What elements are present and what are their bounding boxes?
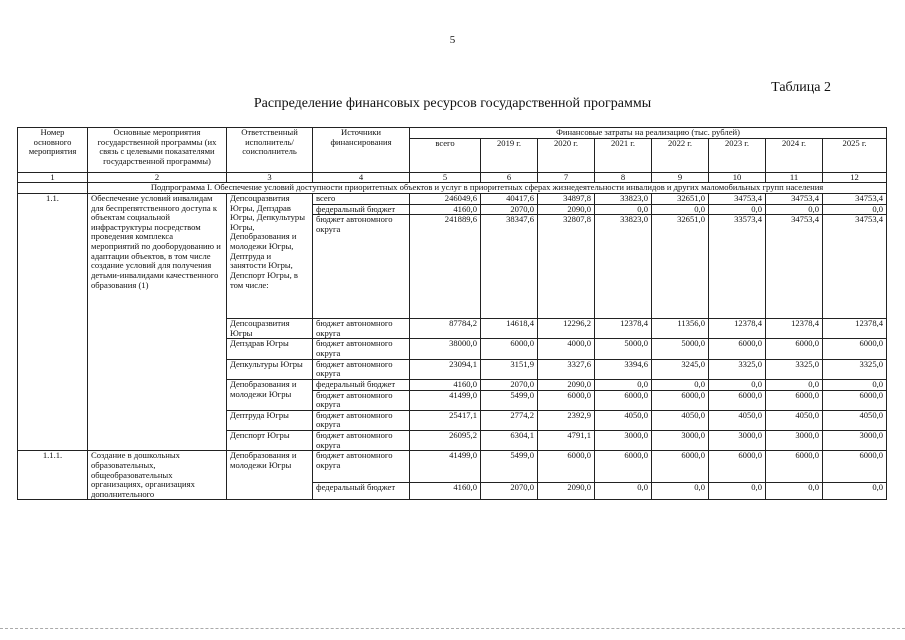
value-cell: 34897,8 <box>538 193 595 204</box>
value-cell: 6000,0 <box>823 339 887 359</box>
empty-cell <box>18 183 88 194</box>
table-row <box>18 193 887 204</box>
value-cell: 2090,0 <box>538 379 595 390</box>
header-main: Основные мероприятия государственной программы (их связь с целевыми показателями государственной программы) <box>88 128 227 173</box>
value-cell: 6000,0 <box>823 451 887 483</box>
value-cell: 4050,0 <box>652 410 709 430</box>
header-total: всего <box>410 138 481 172</box>
value-cell: 12378,4 <box>709 319 766 339</box>
header-year: 2021 г. <box>595 138 652 172</box>
value-cell: 38000,0 <box>410 339 481 359</box>
col-index: 12 <box>823 172 887 183</box>
value-cell: 3000,0 <box>709 431 766 451</box>
value-cell: 11356,0 <box>652 319 709 339</box>
value-cell: 3000,0 <box>595 431 652 451</box>
value-cell: 6000,0 <box>652 390 709 410</box>
value-cell: 0,0 <box>595 483 652 500</box>
value-cell: 241889,6 <box>410 215 481 319</box>
value-cell: 3000,0 <box>652 431 709 451</box>
value-cell: 6000,0 <box>709 451 766 483</box>
col-index: 5 <box>410 172 481 183</box>
value-cell: 6000,0 <box>481 339 538 359</box>
responsible-cell: Дептруда Югры <box>227 410 313 430</box>
value-cell: 4160,0 <box>410 204 481 215</box>
value-cell: 6000,0 <box>538 451 595 483</box>
value-cell: 0,0 <box>652 204 709 215</box>
value-cell: 6000,0 <box>766 451 823 483</box>
value-cell: 6000,0 <box>766 390 823 410</box>
value-cell: 40417,6 <box>481 193 538 204</box>
value-cell: 0,0 <box>823 483 887 500</box>
col-index: 3 <box>227 172 313 183</box>
responsible-cell: Депкультуры Югры <box>227 359 313 379</box>
value-cell: 0,0 <box>766 379 823 390</box>
value-cell: 33573,4 <box>709 215 766 319</box>
source-cell: бюджет автономного округа <box>313 410 410 430</box>
page-edge <box>0 628 905 629</box>
value-cell: 2090,0 <box>538 204 595 215</box>
value-cell: 4000,0 <box>538 339 595 359</box>
measure-name: Создание в дошкольных образовательных, общеобразовательных организациях, организациях дополнительного <box>88 451 227 500</box>
source-cell: федеральный бюджет <box>313 204 410 215</box>
value-cell: 2090,0 <box>538 483 595 500</box>
source-cell: бюджет автономного округа <box>313 339 410 359</box>
value-cell: 0,0 <box>595 204 652 215</box>
value-cell: 4050,0 <box>766 410 823 430</box>
header-year: 2024 г. <box>766 138 823 172</box>
value-cell: 4160,0 <box>410 483 481 500</box>
source-cell: бюджет автономного округа <box>313 451 410 483</box>
measure-name: Обеспечение условий инвалидам для беспрепятственного доступа к объектам социальной инфраструктуры посредством проведения комплекса мероприятий по дооборудованию и адаптации объектов, в том числе создание условий для получения детьми-инвалидами качественного образования (1) <box>88 193 227 450</box>
value-cell: 246049,6 <box>410 193 481 204</box>
header-year: 2022 г. <box>652 138 709 172</box>
value-cell: 14618,4 <box>481 319 538 339</box>
value-cell: 6000,0 <box>766 339 823 359</box>
table-body <box>18 172 887 500</box>
value-cell: 3000,0 <box>766 431 823 451</box>
col-index: 9 <box>652 172 709 183</box>
col-index: 11 <box>766 172 823 183</box>
responsible-cell: Депздрав Югры <box>227 339 313 359</box>
value-cell: 6000,0 <box>595 390 652 410</box>
header-fin: Финансовые затраты на реализацию (тыс. рублей) <box>410 128 887 139</box>
value-cell: 0,0 <box>766 204 823 215</box>
value-cell: 87784,2 <box>410 319 481 339</box>
value-cell: 0,0 <box>652 483 709 500</box>
value-cell: 32651,0 <box>652 215 709 319</box>
source-cell: бюджет автономного округа <box>313 390 410 410</box>
value-cell: 3325,0 <box>709 359 766 379</box>
subprogram-title: Подпрограмма I. Обеспечение условий доступности приоритетных объектов и услуг в приоритетных сферах жизнедеятельности инвалидов и других маломобильных групп населения <box>88 183 887 194</box>
measure-number: 1.1. <box>18 193 88 450</box>
col-index: 7 <box>538 172 595 183</box>
value-cell: 12378,4 <box>595 319 652 339</box>
value-cell: 6000,0 <box>595 451 652 483</box>
value-cell: 12378,4 <box>823 319 887 339</box>
page-title: Распределение финансовых ресурсов государственной программы <box>253 96 652 111</box>
col-index: 4 <box>313 172 410 183</box>
value-cell: 2392,9 <box>538 410 595 430</box>
value-cell: 6000,0 <box>823 390 887 410</box>
responsible-cell: Депсоцразвития Югры, Депздрав Югры, Депкультуры Югры, Депобразования и молодежи Югры, Дептруда и занятости Югры, Депспорт Югры, в том числе: <box>227 193 313 318</box>
value-cell: 6000,0 <box>652 451 709 483</box>
value-cell: 41499,0 <box>410 451 481 483</box>
table-label: Таблица 2 <box>771 80 831 95</box>
value-cell: 5000,0 <box>595 339 652 359</box>
responsible-cell: Депсоцразвития Югры <box>227 319 313 339</box>
value-cell: 0,0 <box>709 483 766 500</box>
value-cell: 0,0 <box>823 204 887 215</box>
table-row <box>18 451 887 483</box>
subprogram-row <box>18 183 887 194</box>
responsible-cell: Депспорт Югры <box>227 431 313 451</box>
value-cell: 5000,0 <box>652 339 709 359</box>
value-cell: 12378,4 <box>766 319 823 339</box>
responsible-cell: Депобразования и молодежи Югры <box>227 379 313 410</box>
source-cell: бюджет автономного округа <box>313 431 410 451</box>
value-cell: 4791,1 <box>538 431 595 451</box>
value-cell: 0,0 <box>766 483 823 500</box>
value-cell: 3245,0 <box>652 359 709 379</box>
header-year: 2025 г. <box>823 138 887 172</box>
source-cell: бюджет автономного округа <box>313 359 410 379</box>
value-cell: 3325,0 <box>823 359 887 379</box>
value-cell: 34753,4 <box>823 193 887 204</box>
value-cell: 3151,9 <box>481 359 538 379</box>
header-year: 2019 г. <box>481 138 538 172</box>
col-index: 2 <box>88 172 227 183</box>
value-cell: 2070,0 <box>481 379 538 390</box>
header-num: Номер основного мероприятия <box>18 128 88 173</box>
header-resp: Ответственный исполнитель/ соисполнитель <box>227 128 313 173</box>
value-cell: 34753,4 <box>766 193 823 204</box>
col-index: 6 <box>481 172 538 183</box>
col-index: 10 <box>709 172 766 183</box>
value-cell: 12296,2 <box>538 319 595 339</box>
value-cell: 6000,0 <box>709 339 766 359</box>
source-cell: всего <box>313 193 410 204</box>
value-cell: 4160,0 <box>410 379 481 390</box>
header-year: 2023 г. <box>709 138 766 172</box>
value-cell: 26095,2 <box>410 431 481 451</box>
value-cell: 3394,6 <box>595 359 652 379</box>
page-number: 5 <box>449 34 456 46</box>
value-cell: 3327,6 <box>538 359 595 379</box>
value-cell: 2774,2 <box>481 410 538 430</box>
value-cell: 4050,0 <box>709 410 766 430</box>
value-cell: 41499,0 <box>410 390 481 410</box>
source-cell: федеральный бюджет <box>313 379 410 390</box>
value-cell: 0,0 <box>595 379 652 390</box>
source-cell: бюджет автономного округа <box>313 215 410 319</box>
value-cell: 0,0 <box>652 379 709 390</box>
financial-table <box>17 127 887 500</box>
col-index: 8 <box>595 172 652 183</box>
value-cell: 3000,0 <box>823 431 887 451</box>
value-cell: 2070,0 <box>481 483 538 500</box>
value-cell: 5499,0 <box>481 451 538 483</box>
value-cell: 0,0 <box>823 379 887 390</box>
value-cell: 5499,0 <box>481 390 538 410</box>
value-cell: 25417,1 <box>410 410 481 430</box>
header-src: Источники финансирования <box>313 128 410 173</box>
value-cell: 6304,1 <box>481 431 538 451</box>
value-cell: 3325,0 <box>766 359 823 379</box>
col-index: 1 <box>18 172 88 183</box>
value-cell: 0,0 <box>709 204 766 215</box>
value-cell: 38347,6 <box>481 215 538 319</box>
value-cell: 4050,0 <box>823 410 887 430</box>
value-cell: 32807,8 <box>538 215 595 319</box>
column-index-row <box>18 172 887 183</box>
value-cell: 4050,0 <box>595 410 652 430</box>
value-cell: 34753,4 <box>709 193 766 204</box>
source-cell: федеральный бюджет <box>313 483 410 500</box>
source-cell: бюджет автономного округа <box>313 319 410 339</box>
value-cell: 6000,0 <box>538 390 595 410</box>
value-cell: 33823,0 <box>595 215 652 319</box>
value-cell: 34753,4 <box>766 215 823 319</box>
value-cell: 0,0 <box>709 379 766 390</box>
header-year: 2020 г. <box>538 138 595 172</box>
value-cell: 33823,0 <box>595 193 652 204</box>
value-cell: 32651,0 <box>652 193 709 204</box>
value-cell: 2070,0 <box>481 204 538 215</box>
value-cell: 6000,0 <box>709 390 766 410</box>
responsible-cell: Депобразования и молодежи Югры <box>227 451 313 500</box>
value-cell: 23094,1 <box>410 359 481 379</box>
measure-number: 1.1.1. <box>18 451 88 500</box>
value-cell: 34753,4 <box>823 215 887 319</box>
